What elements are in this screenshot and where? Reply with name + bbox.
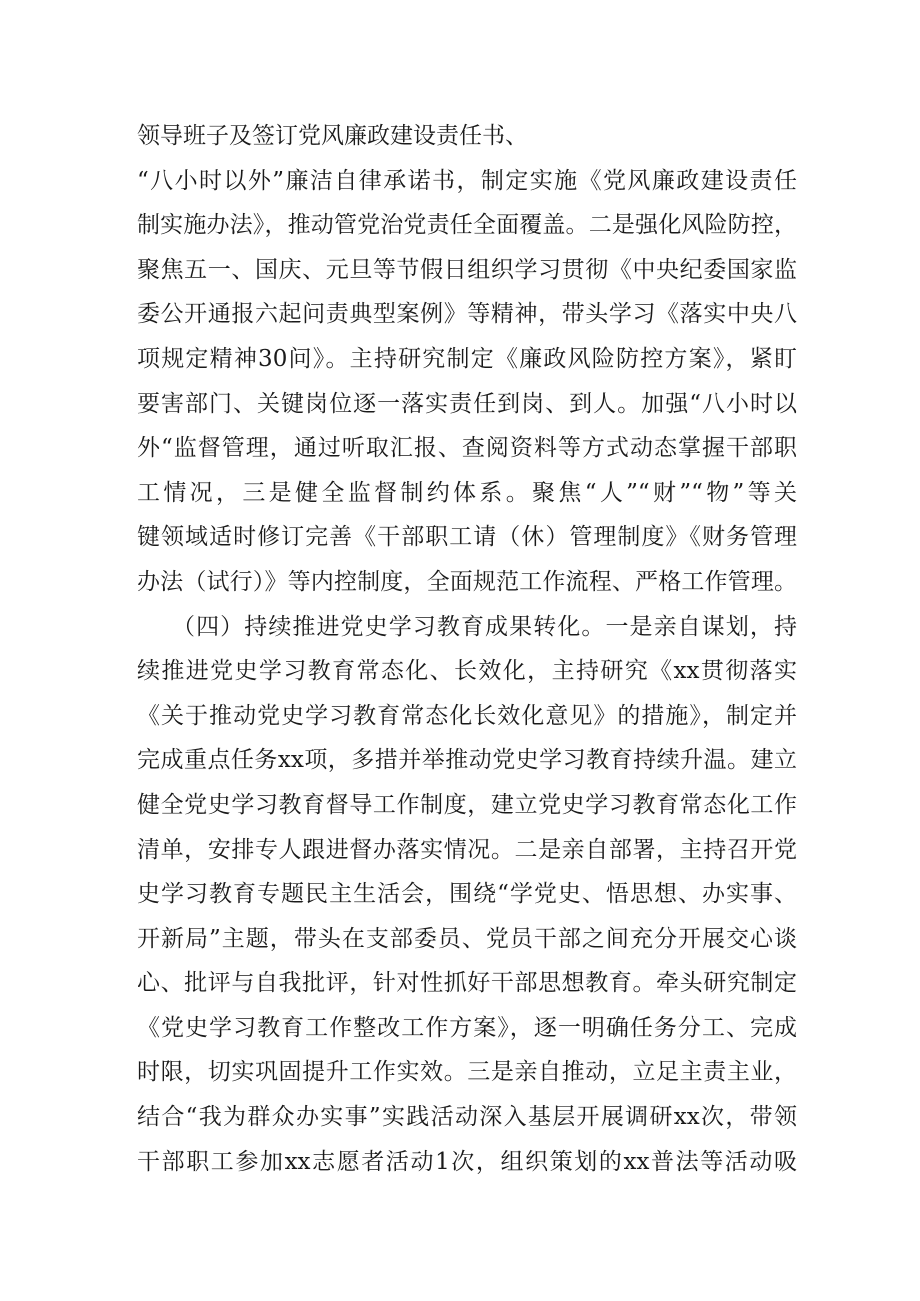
text-line: 聚焦五一、国庆、元旦等节假日组织学习贯彻《中央纪委国家监 <box>137 256 797 283</box>
text-line: 开新局”主题，带头在支部委员、党员干部之间充分开展交心谈 <box>137 925 797 952</box>
text-line: 外“监督管理，通过听取汇报、查阅资料等方式动态掌握干部职 <box>137 435 797 462</box>
text-line: 续推进党史学习教育常态化、长效化，主持研究《xx贯彻落实 <box>137 658 797 685</box>
text-line: “八小时以外”廉洁自律承诺书，制定实施《党风廉政建设责任 <box>137 167 797 194</box>
text-line: 领导班子及签订党风廉政建设责任书、 <box>137 123 528 149</box>
text-line: 制实施办法》，推动管党治党责任全面覆盖。二是强化风险防控， <box>137 212 797 239</box>
text-line: 干部职工参加xx志愿者活动1次，组织策划的xx普法等活动吸 <box>137 1148 797 1175</box>
section-heading-line: （四）持续推进党史学习教育成果转化。一是亲自谋划，持 <box>172 613 797 640</box>
text-line: 完成重点任务xx项，多措并举推动党史学习教育持续升温。建立 <box>137 747 797 774</box>
text-line: 时限，切实巩固提升工作实效。三是亲自推动，立足主责主业， <box>137 1059 797 1086</box>
text-line: 史学习教育专题民主生活会，围绕“学党史、悟思想、办实事、 <box>137 881 797 908</box>
text-line: 结合“我为群众办实事”实践活动深入基层开展调研xx次，带领 <box>137 1104 797 1131</box>
text-line: 《党史学习教育工作整改工作方案》，逐一明确任务分工、完成 <box>137 1014 797 1041</box>
text-line: 《关于推动党史学习教育常态化长效化意见》的措施》，制定并 <box>137 702 797 729</box>
text-line: 健全党史学习教育督导工作制度，建立党史学习教育常态化工作 <box>137 791 797 818</box>
text-line: 工情况，三是健全监督制约体系。聚焦“人”“财”“物”等关 <box>137 479 797 506</box>
text-line: 办法（试行）》等内控制度，全面规范工作流程、严格工作管理。 <box>137 568 797 595</box>
text-line: 键领域适时修订完善《干部职工请（休）管理制度》《财务管理 <box>137 524 797 551</box>
document-body <box>137 114 797 1184</box>
text-line: 项规定精神30问》。主持研究制定《廉政风险防控方案》，紧盯 <box>137 345 797 372</box>
text-line: 委公开通报六起问责典型案例》等精神，带头学习《落实中央八 <box>137 301 797 328</box>
text-line: 心、批评与自我批评，针对性抓好干部思想教育。牵头研究制定 <box>137 970 797 997</box>
text-line: 要害部门、关键岗位逐一落实责任到岗、到人。加强“八小时以 <box>137 390 797 417</box>
text-line: 清单，安排专人跟进督办落实情况。二是亲自部署，主持召开党 <box>137 836 797 863</box>
